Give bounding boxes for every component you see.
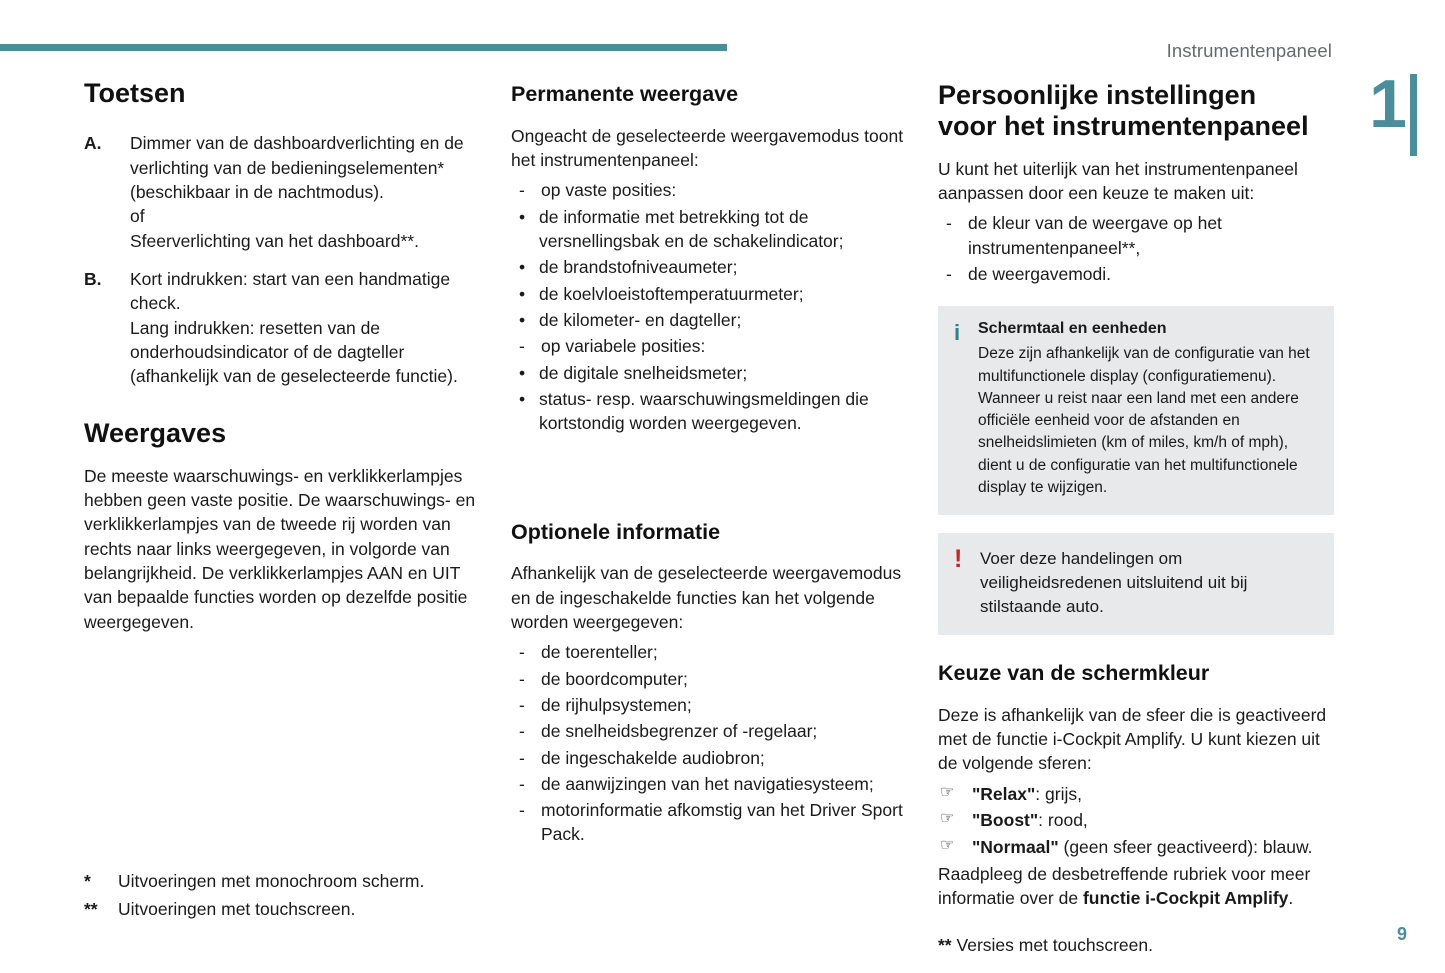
footnote-text: Versies met touchscreen. — [956, 934, 1153, 955]
schermkleur-list — [938, 782, 1334, 861]
line: Dimmer van de dashboardverlichting en de — [130, 133, 464, 154]
footnote-text: Uitvoeringen met monochroom scherm. — [118, 871, 425, 891]
footnote-item — [84, 869, 504, 894]
page-number: 9 — [1396, 924, 1407, 944]
sfeer-name: "Relax" — [972, 783, 1036, 804]
lettered-item-b — [84, 267, 480, 389]
heading-line-2: voor het instrumentenpaneel — [938, 111, 1309, 142]
persoonlijk-intro: U kunt het uiterlijk van het instrumentenpaneel aanpassen door een keuze te maken uit: — [938, 158, 1298, 203]
chapter-accent-bar — [1410, 74, 1417, 156]
line: verlichting van de bedieningselementen* — [130, 157, 445, 178]
heading-keuze-schermkleur: Keuze van de schermkleur — [938, 660, 1210, 685]
footnote-mark: ** — [938, 934, 952, 955]
sfeer-rest: (geen sfeer geactiveerd): blauw. — [1058, 837, 1313, 858]
line: of — [130, 206, 145, 227]
line: Kort indrukken: start van een handmatige — [130, 268, 451, 289]
list-item: • de kilometer- en dagteller; — [511, 308, 907, 332]
warning-icon: ! — [954, 545, 963, 574]
warning-callout — [938, 533, 1334, 634]
permanente-dash-list — [511, 178, 907, 202]
sfeer-rest: : rood, — [1038, 810, 1088, 831]
lettered-marker-a: A. — [84, 133, 102, 154]
info-callout — [938, 306, 1334, 515]
footnotes-left — [84, 869, 504, 925]
list-item — [938, 782, 1334, 807]
lettered-item-a — [84, 131, 480, 253]
footnote-mark: * — [84, 871, 91, 891]
outro-part-2: . — [1288, 888, 1294, 909]
sfeer-name: "Normaal" — [972, 837, 1059, 858]
page-header-title: Instrumentenpaneel — [1166, 40, 1332, 61]
chapter-number: 1 — [1369, 66, 1407, 142]
variabele-dash-list — [511, 334, 907, 358]
lettered-text-b — [130, 267, 480, 389]
line: Lang indrukken: resetten van de — [130, 317, 381, 338]
line: check. — [130, 293, 181, 314]
footnote-mark: ** — [84, 898, 98, 919]
list-item: - de weergavemodi. — [938, 262, 1334, 286]
schermkleur-intro: Deze is afhankelijk van de sfeer die is geactiveerd met de functie i-Cockpit Amplify. U kunt kiezen uit de volgende sferen: — [938, 704, 1327, 774]
optionele-list — [511, 640, 907, 847]
variabele-posities-bullets — [511, 361, 907, 436]
heading-persoonlijke-instellingen — [938, 80, 1334, 143]
sfeer-name: "Boost" — [972, 810, 1039, 831]
info-callout-title: Schermtaal en eenheden — [978, 320, 1167, 338]
list-item: - op variabele posities: — [511, 334, 907, 358]
list-item: - de rijhulpsystemen; — [511, 693, 907, 717]
info-callout-content — [978, 320, 1318, 499]
heading-toetsen: Toetsen — [84, 78, 186, 108]
info-icon: i — [954, 320, 961, 346]
column-right-footnote — [938, 935, 1334, 956]
column-left — [84, 78, 480, 640]
header-accent-rule — [0, 44, 727, 51]
weergaves-paragraph: De meeste waarschuwings- en verklikkerlampjes hebben geen vaste positie. De waarschuwings- en verklikkerlampjes van de tweede rij worden van rechts naar links weergegeven, in volgorde van belangrijkheid. De verklikkerlampjes AAN en UIT van bepaalde functies worden op dezelfde positie weergegeven. — [84, 465, 476, 632]
list-item: - de kleur van de weergave op het instrumentenpaneel**, — [938, 211, 1334, 260]
footnote-text: Uitvoeringen met touchscreen. — [118, 898, 356, 919]
list-item: • de koelvloeistoftemperatuurmeter; — [511, 282, 907, 306]
vaste-posities-bullets — [511, 205, 907, 333]
list-item: - de ingeschakelde audiobron; — [511, 746, 907, 770]
list-item: - de boordcomputer; — [511, 667, 907, 691]
lettered-text-a — [130, 131, 480, 253]
warning-callout-text: Voer deze handelingen om veiligheidsredenen uitsluitend uit bij stilstaande auto. — [980, 549, 1248, 616]
line: onderhoudsindicator of de dagteller — [130, 341, 405, 362]
list-item: • de brandstofniveaumeter; — [511, 255, 907, 279]
list-item — [938, 808, 1334, 833]
line: Sfeerverlichting van het dashboard**. — [130, 230, 419, 251]
heading-optionele-informatie: Optionele informatie — [511, 519, 721, 544]
permanente-intro: Ongeacht de geselecteerde weergavemodus toont het instrumentenpaneel: — [511, 125, 904, 171]
lettered-marker-b: B. — [84, 268, 102, 289]
outro-bold: functie i-Cockpit Amplify — [1082, 888, 1289, 909]
heading-weergaves: Weergaves — [84, 418, 227, 449]
list-item: - de snelheidsbegrenzer of -regelaar; — [511, 719, 907, 743]
list-item: • de informatie met betrekking tot de versnellingsbak en de schakelindicator; — [511, 205, 907, 254]
list-item: - de toerenteller; — [511, 640, 907, 664]
schermkleur-outro — [938, 862, 1334, 911]
info-callout-text: Deze zijn afhankelijk van de configuratie van het multifunctionele display (configuratiemenu). Wanneer u reist naar een land met een andere officiële eenheid voor de afstanden en snelheidslimieten (km of miles, km/h of mph), dient u de configuratie van het multifunctionele display te wijzigen. — [978, 345, 1310, 497]
column-right — [938, 80, 1334, 973]
footnote-item — [84, 897, 504, 922]
list-item: - op vaste posities: — [511, 178, 907, 202]
list-item: • de digitale snelheidsmeter; — [511, 361, 907, 385]
heading-permanente-weergave: Permanente weergave — [511, 82, 739, 106]
list-item: - de aanwijzingen van het navigatiesysteem; — [511, 772, 907, 796]
heading-line-1: Persoonlijke instellingen — [938, 80, 1257, 110]
list-item — [938, 835, 1334, 860]
sfeer-rest: : grijs, — [1035, 783, 1082, 804]
list-item: - motorinformatie afkomstig van het Driver Sport Pack. — [511, 798, 907, 847]
persoonlijk-list — [938, 211, 1334, 286]
outro-part-1: Raadpleeg de desbetreffende rubriek voor meer informatie over de — [938, 864, 1311, 909]
list-item: • status- resp. waarschuwingsmeldingen die kortstondig worden weergegeven. — [511, 387, 907, 436]
optionele-intro: Afhankelijk van de geselecteerde weergavemodus en de ingeschakelde functies kan het volgende worden weergegeven: — [511, 563, 902, 632]
column-middle — [511, 82, 907, 849]
line: (beschikbaar in de nachtmodus). — [130, 181, 384, 202]
line: (afhankelijk van de geselecteerde functie). — [130, 366, 458, 387]
